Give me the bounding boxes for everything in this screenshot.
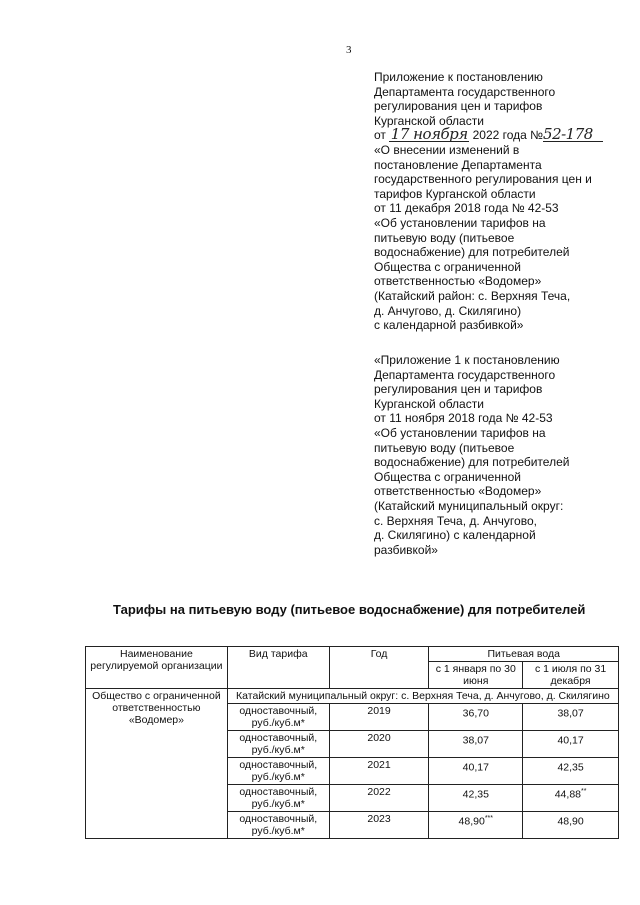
tariff-table [85,646,619,839]
amend-line: водоснабжение) для потребителей [374,245,570,260]
period1-value-cell [429,704,523,731]
amend-line: тарифов Курганской области [374,186,536,201]
annex-line: Курганской области [374,396,484,411]
tariff-value: 48,90 [557,815,584,828]
amend-line: д. Анчугово, д. Скилягино) [374,303,522,318]
header-org: Наименование регулируемой организации [86,647,228,689]
annex-line: от 11 ноября 2018 года № 42-53 [374,411,553,426]
tariff-value: 42,35 [557,761,584,774]
annex-line: (Катайский муниципальный округ: [374,498,564,513]
amend-line: с календарной разбивкой» [374,318,524,333]
tariff-value: 42,35 [462,788,489,801]
decree-date-line [374,125,614,144]
tariff-value: 36,70 [462,707,489,720]
annex-line: Департамента государственного [374,367,556,382]
year-cell: 2019 [329,704,429,731]
period2-value-cell [523,812,619,839]
period2-value-cell [523,731,619,758]
header-period-2: с 1 июля по 31 декабря [523,662,619,689]
handwritten-decree-number: 52-178 [543,128,603,142]
tariff-type-cell: одноставочный, руб./куб.м* [227,758,329,785]
footnote-mark: ** [581,788,587,795]
period2-value-cell [523,704,619,731]
appendix-line: регулирования цен и тарифов [374,99,543,114]
amend-line: «О внесении изменений в [374,142,520,157]
annex-line: регулирования цен и тарифов [374,382,543,397]
annex-line: водоснабжение) для потребителей [374,455,570,470]
annex-line: «Приложение 1 к постановлению [374,353,560,367]
header-water: Питьевая вода [429,647,619,662]
annex1-header [374,353,614,557]
header-tariff-type: Вид тарифа [227,647,329,689]
period1-value-cell [429,758,523,785]
table-header-row [86,647,619,662]
tariff-type-cell: одноставочный, руб./куб.м* [227,704,329,731]
annex-line: разбивкой» [374,542,438,557]
date-prefix: от [374,128,386,143]
tariff-value: 44,88 [554,788,581,801]
amend-line: (Катайский район: с. Верхняя Теча, [374,288,571,303]
annex-line: Общества с ограниченной [374,469,521,484]
appendix-line: Департамента государственного [374,84,556,99]
amend-line: от 11 декабря 2018 года № 42-53 [374,201,559,216]
page-number: 3 [346,44,352,56]
annex-line: ответственностью «Водомер» [374,484,542,499]
header-period-1: с 1 января по 30 июня [429,662,523,689]
period1-value-cell [429,812,523,839]
tariff-value: 38,07 [557,707,584,720]
tariff-value: 48,90 [458,815,485,828]
annex-line: питьевую воду (питьевое [374,440,515,455]
year-cell: 2020 [329,731,429,758]
amend-line: постановление Департамента [374,157,542,172]
org-name-cell: Общество с ограниченной ответственностью «Водомер» [86,689,228,839]
amend-line: государственного регулирования цен и [374,172,592,187]
period1-value-cell [429,785,523,812]
territory-cell: Катайский муниципальный округ: с. Верхняя Теча, д. Анчугово, д. Скилягино [227,689,618,704]
amend-line: питьевую воду (питьевое [374,230,515,245]
header-year: Год [329,647,429,689]
amend-line: «Об установлении тарифов на [374,215,546,230]
table-row [86,689,619,704]
appendix-line: Курганской области [374,113,484,128]
tariff-type-cell: одноставочный, руб./куб.м* [227,731,329,758]
tariff-value: 40,17 [557,734,584,747]
footnote-mark: *** [484,815,494,822]
appendix-line: Приложение к постановлению [374,70,543,84]
period2-value-cell [523,785,619,812]
tariff-value: 40,17 [462,761,489,774]
annex-line: с. Верхняя Теча, д. Анчугово, [374,513,537,528]
period1-value-cell [429,731,523,758]
period2-value-cell [523,758,619,785]
annex-line: «Об установлении тарифов на [374,425,546,440]
amend-line: ответственностью «Водомер» [374,274,542,289]
year-cell: 2023 [329,812,429,839]
table-title: Тарифы на питьевую воду (питьевое водоснабжение) для потребителей [113,602,586,617]
tariff-type-cell: одноставочный, руб./куб.м* [227,812,329,839]
appendix-header [374,70,614,333]
amend-line: Общества с ограниченной [374,259,521,274]
tariff-value: 38,07 [462,734,489,747]
annex-line: д. Скилягино) с календарной [374,528,536,543]
date-year: 2022 года № [472,128,544,143]
handwritten-date: 17 ноября [390,125,468,144]
tariff-type-cell: одноставочный, руб./куб.м* [227,785,329,812]
year-cell: 2022 [329,785,429,812]
year-cell: 2021 [329,758,429,785]
